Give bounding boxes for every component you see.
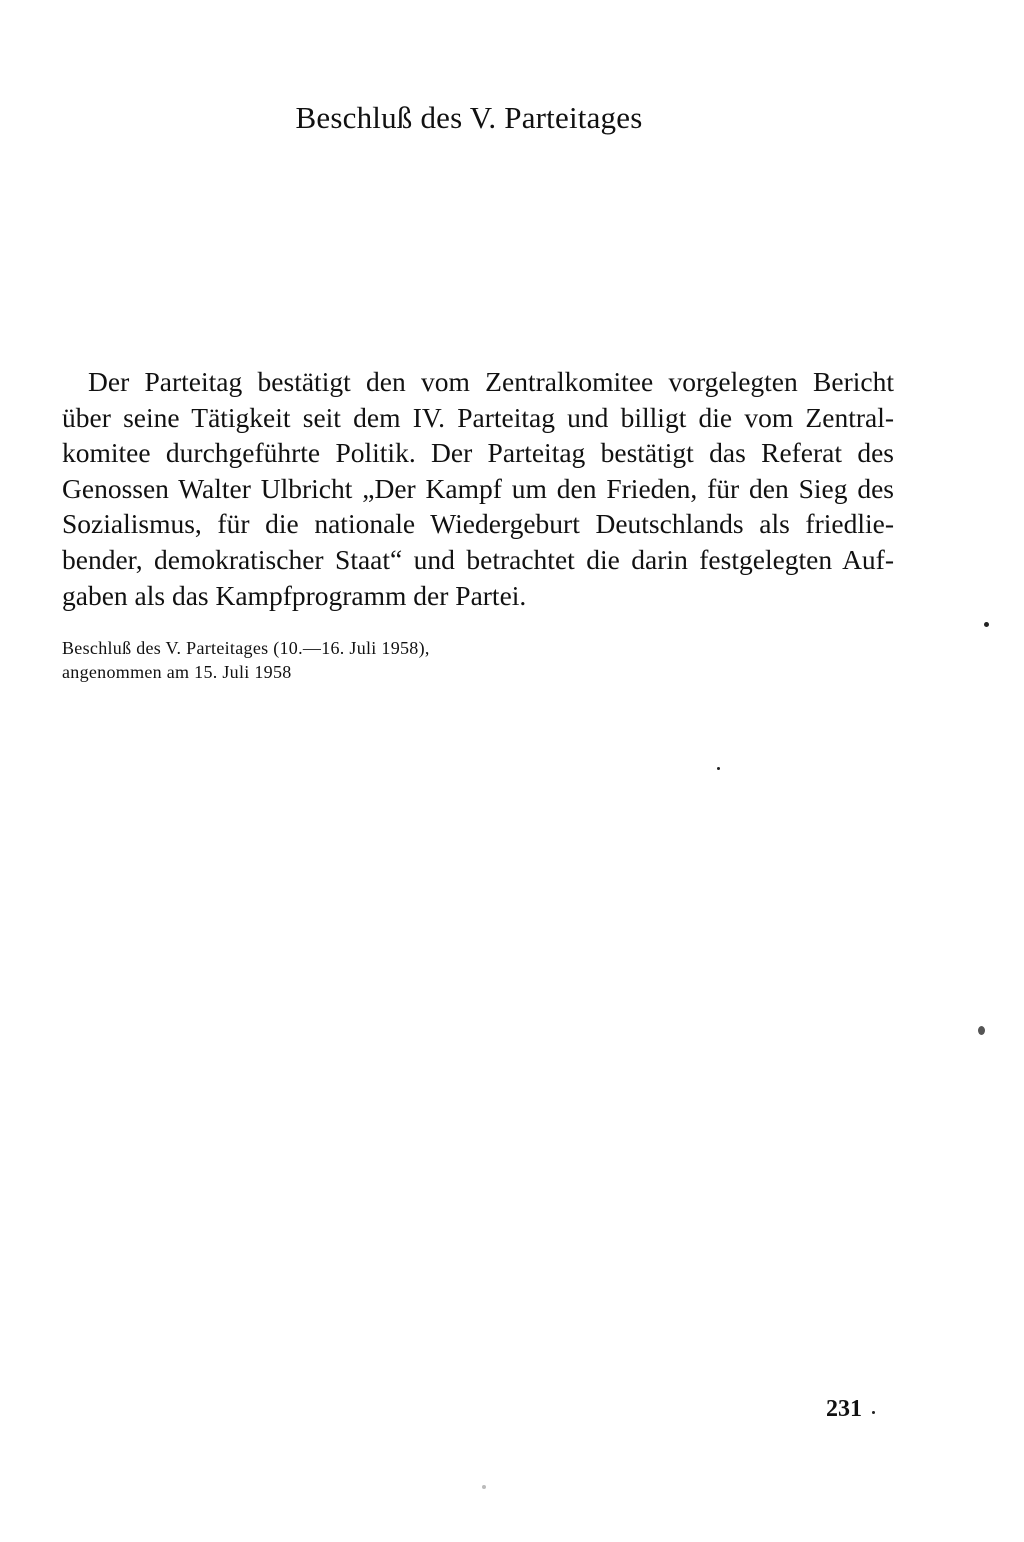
page-number: 231 [826, 1396, 862, 1422]
resolution-paragraph [62, 364, 894, 613]
scan-speck [872, 1411, 875, 1414]
scan-speck [717, 767, 720, 770]
scan-speck [984, 622, 989, 627]
source-note [62, 636, 430, 684]
source-line-2: angenommen am 15. Juli 1958 [62, 662, 292, 682]
paragraph-line: bender, demokratischer Staat“ und betrachtet die darin festgelegten Auf- [62, 543, 894, 575]
scan-speck [482, 1485, 486, 1489]
paragraph-line: Genossen Walter Ulbricht „Der Kampf um den Frieden, für den Sieg des [62, 472, 894, 504]
paragraph-line: Sozialismus, für die nationale Wiedergeburt Deutschlands als friedlie- [62, 508, 894, 540]
page-title: Beschluß des V. Parteitages [295, 100, 643, 135]
paragraph-line: Der Parteitag bestätigt den vom Zentralkomitee vorgelegten Bericht [88, 366, 894, 397]
paragraph-line: über seine Tätigkeit seit dem IV. Parteitag und billigt die vom Zentral- [62, 401, 894, 433]
paragraph-line: gaben als das Kampfprogramm der Partei. [62, 579, 527, 611]
source-line-1: Beschluß des V. Parteitages (10.—16. Juli 1958), [62, 638, 430, 658]
scan-speck [978, 1026, 985, 1035]
paragraph-line: komitee durchgeführte Politik. Der Parteitag bestätigt das Referat des [62, 437, 894, 469]
